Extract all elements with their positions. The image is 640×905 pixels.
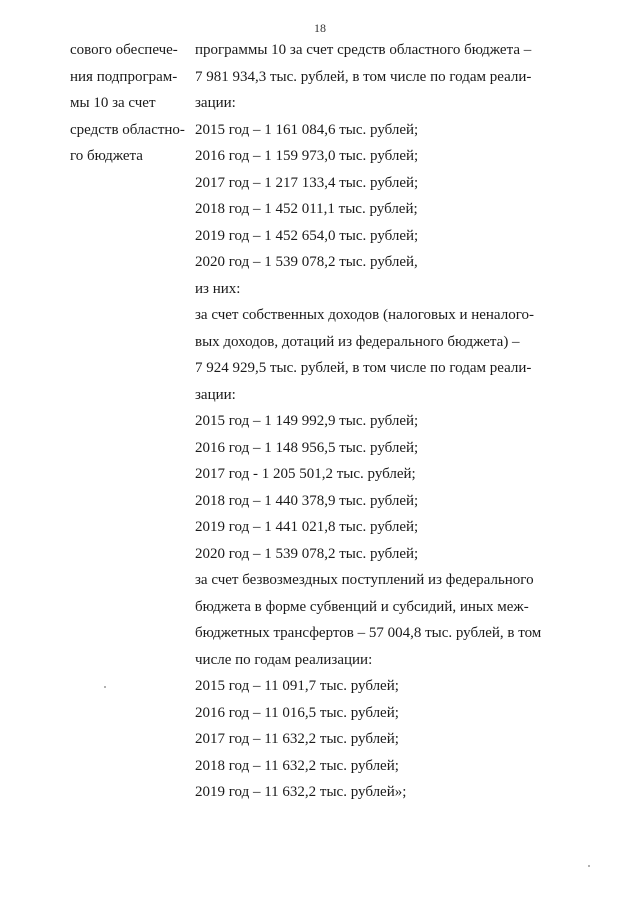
text-line: 2016 год – 11 016,5 тыс. рублей;: [195, 704, 399, 721]
text-line: бюджета в форме субвенций и субсидий, иных меж-: [195, 598, 529, 615]
text-line: 2020 год – 1 539 078,2 тыс. рублей,: [195, 254, 418, 270]
text-line: 2018 год – 11 632,2 тыс. рублей;: [195, 757, 399, 774]
text-line: 2018 год – 1 452 011,1 тыс. рублей;: [195, 201, 418, 217]
text-line: 2019 год – 11 632,2 тыс. рублей»;: [195, 784, 407, 800]
left-column-line: го бюджета: [70, 148, 143, 164]
left-column-line: средств областно-: [70, 121, 185, 138]
text-line: 2016 год – 1 148 956,5 тыс. рублей;: [195, 439, 419, 456]
text-line: 2019 год – 1 452 654,0 тыс. рублей;: [195, 227, 419, 244]
text-line: 2017 год – 1 217 133,4 тыс. рублей;: [195, 174, 419, 191]
text-line: 7 981 934,3 тыс. рублей, в том числе по годам реали-: [195, 68, 532, 85]
text-line: 7 924 929,5 тыс. рублей, в том числе по годам реали-: [195, 360, 532, 376]
text-line: 2015 год – 1 149 992,9 тыс. рублей;: [195, 413, 419, 429]
text-line: 2020 год – 1 539 078,2 тыс. рублей;: [195, 545, 419, 562]
text-line: за счет собственных доходов (налоговых и неналого-: [195, 307, 534, 323]
left-column-line: ния подпрограм-: [70, 68, 178, 85]
text-line: вых доходов, дотаций из федерального бюджета) –: [195, 333, 520, 350]
text-line: числе по годам реализации:: [195, 651, 373, 668]
text-line: бюджетных трансфертов – 57 004,8 тыс. рублей, в том: [195, 625, 542, 641]
text-line: 2015 год – 1 161 084,6 тыс. рублей;: [195, 121, 419, 138]
text-line: из них:: [195, 280, 241, 297]
right-column-text: [195, 37, 575, 806]
text-line: 2015 год – 11 091,7 тыс. рублей;: [195, 678, 399, 694]
left-column-line: сового обеспече-: [70, 42, 178, 58]
text-line: 2016 год – 1 159 973,0 тыс. рублей;: [195, 148, 419, 164]
left-column-label: [70, 37, 190, 170]
scan-speck: [588, 865, 590, 867]
text-line: 2018 год – 1 440 378,9 тыс. рублей;: [195, 492, 419, 509]
page-number: 18: [314, 21, 326, 35]
text-line: за счет безвозмездных поступлений из федерального: [195, 572, 534, 588]
text-line: программы 10 за счет средств областного бюджета –: [195, 42, 532, 58]
text-line: зации:: [195, 95, 236, 111]
text-line: 2017 год - 1 205 501,2 тыс. рублей;: [195, 466, 416, 482]
text-line: 2017 год – 11 632,2 тыс. рублей;: [195, 731, 399, 747]
scan-speck: [104, 686, 106, 688]
text-line: 2019 год – 1 441 021,8 тыс. рублей;: [195, 519, 419, 535]
left-column-line: мы 10 за счет: [70, 95, 156, 111]
text-line: зации:: [195, 386, 236, 403]
